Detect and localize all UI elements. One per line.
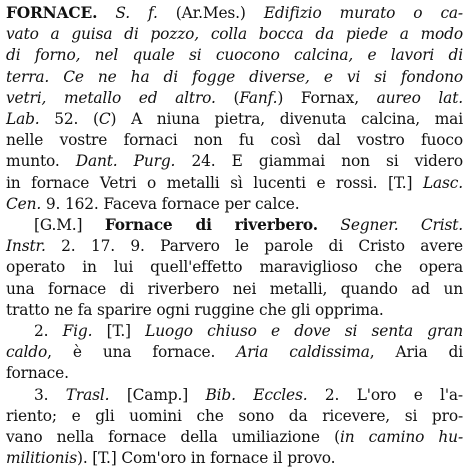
text-line xyxy=(0,150,469,172)
text-segment: ) A niuna pietra, divenuta calcina, mai xyxy=(110,110,463,128)
text-line xyxy=(0,235,469,257)
text-segment: 24. E giammai non si videro xyxy=(175,152,463,171)
text-segment: fornace. xyxy=(6,364,69,383)
text-line xyxy=(0,44,469,66)
text-segment: tratto ne fa sparire ogni ruggine che gli opprima. xyxy=(6,300,384,319)
text-segment xyxy=(318,216,340,234)
text-segment: 9. 162. Faceva fornace per calce. xyxy=(41,194,300,213)
italic-text: Lab. xyxy=(6,110,40,128)
text-line xyxy=(0,87,469,109)
italic-text: S. f. xyxy=(115,4,158,22)
text-segment: (Ar.Mes.) xyxy=(157,4,264,22)
text-segment: ) Fornax, xyxy=(277,88,377,107)
text-segment: operato in lui quell'effetto maraviglioso che opera xyxy=(6,258,463,277)
text-segment: [G.M.] xyxy=(34,216,105,234)
italic-text: aureo lat. xyxy=(376,88,463,107)
text-line xyxy=(0,426,469,448)
text-line xyxy=(0,214,469,236)
italic-text: di forno, nel quale si cuocono calcina, e lavori di xyxy=(6,46,463,65)
text-segment: una fornace di riverbero nei metalli, quando ad un xyxy=(6,279,463,298)
text-line xyxy=(0,108,469,130)
italic-text: Fig. xyxy=(62,322,93,340)
text-segment: riento; e gli uomini che sono da ricevere, si pro- xyxy=(6,406,463,425)
text-segment: , Aria di xyxy=(369,343,463,362)
italic-text: Trasl. xyxy=(65,385,110,404)
text-line xyxy=(0,172,469,194)
italic-text: terra. Ce ne ha di fogge diverse, e vi si fondono xyxy=(6,67,463,86)
text-segment xyxy=(97,4,115,22)
headword: Fornace di riverbero. xyxy=(104,216,318,234)
text-segment: 52. ( xyxy=(39,110,99,128)
text-segment: [T.] xyxy=(92,322,146,340)
italic-text: C xyxy=(98,110,111,128)
italic-text: vato a guisa di pozzo, colla bocca da piede a modo xyxy=(6,25,463,44)
text-segment: , è una fornace. xyxy=(47,343,237,362)
text-segment: in fornace Vetri o metalli sì lucenti e rossi. [T.] xyxy=(6,173,423,192)
italic-text: Luogo chiuso e dove si senta gran xyxy=(145,322,463,340)
text-segment: 2. 17. 9. Parvero le parole di Cristo avere xyxy=(45,237,463,256)
italic-text: vetri, metallo ed altro. xyxy=(6,88,216,107)
text-line xyxy=(0,341,469,363)
text-line xyxy=(0,278,469,300)
italic-text: caldo xyxy=(6,343,48,362)
text-line xyxy=(0,384,469,406)
italic-text: in camino hu- xyxy=(339,428,463,446)
text-line xyxy=(0,66,469,88)
text-line xyxy=(0,299,469,321)
text-line xyxy=(0,2,469,24)
italic-text: Segner. Crist. xyxy=(340,216,464,234)
headword: FORNACE. xyxy=(6,4,98,22)
text-line xyxy=(0,320,469,342)
text-line xyxy=(0,256,469,278)
italic-text: Cen. xyxy=(6,194,42,213)
text-segment: ). [T.] Com'oro in fornace il provo. xyxy=(76,449,336,468)
text-segment: 2. L'oro e l'a- xyxy=(307,385,463,404)
text-line xyxy=(0,447,469,469)
text-line xyxy=(0,405,469,427)
text-line xyxy=(0,193,469,215)
italic-text: Fanf. xyxy=(239,88,278,107)
text-segment: munto. xyxy=(6,152,76,171)
text-segment: ( xyxy=(215,88,240,107)
text-line xyxy=(0,129,469,151)
italic-text: Instr. xyxy=(6,237,46,256)
italic-text: Bib. Eccles. xyxy=(205,385,308,404)
text-line xyxy=(0,362,469,384)
text-segment: vano nella fornace della umiliazione ( xyxy=(6,428,340,446)
text-segment: 3. xyxy=(34,385,66,404)
italic-text: Aria caldissima xyxy=(236,343,370,362)
italic-text: Lasc. xyxy=(422,173,463,192)
text-line xyxy=(0,23,469,45)
text-segment: [Camp.] xyxy=(109,385,206,404)
italic-text: Dant. Purg. xyxy=(75,152,176,171)
text-segment: 2. xyxy=(34,322,63,340)
italic-text: Edifizio murato o ca- xyxy=(263,4,463,22)
italic-text: militionis xyxy=(6,449,77,468)
text-segment: nelle vostre fornaci non fu così dal vostro fuoco xyxy=(6,131,463,150)
